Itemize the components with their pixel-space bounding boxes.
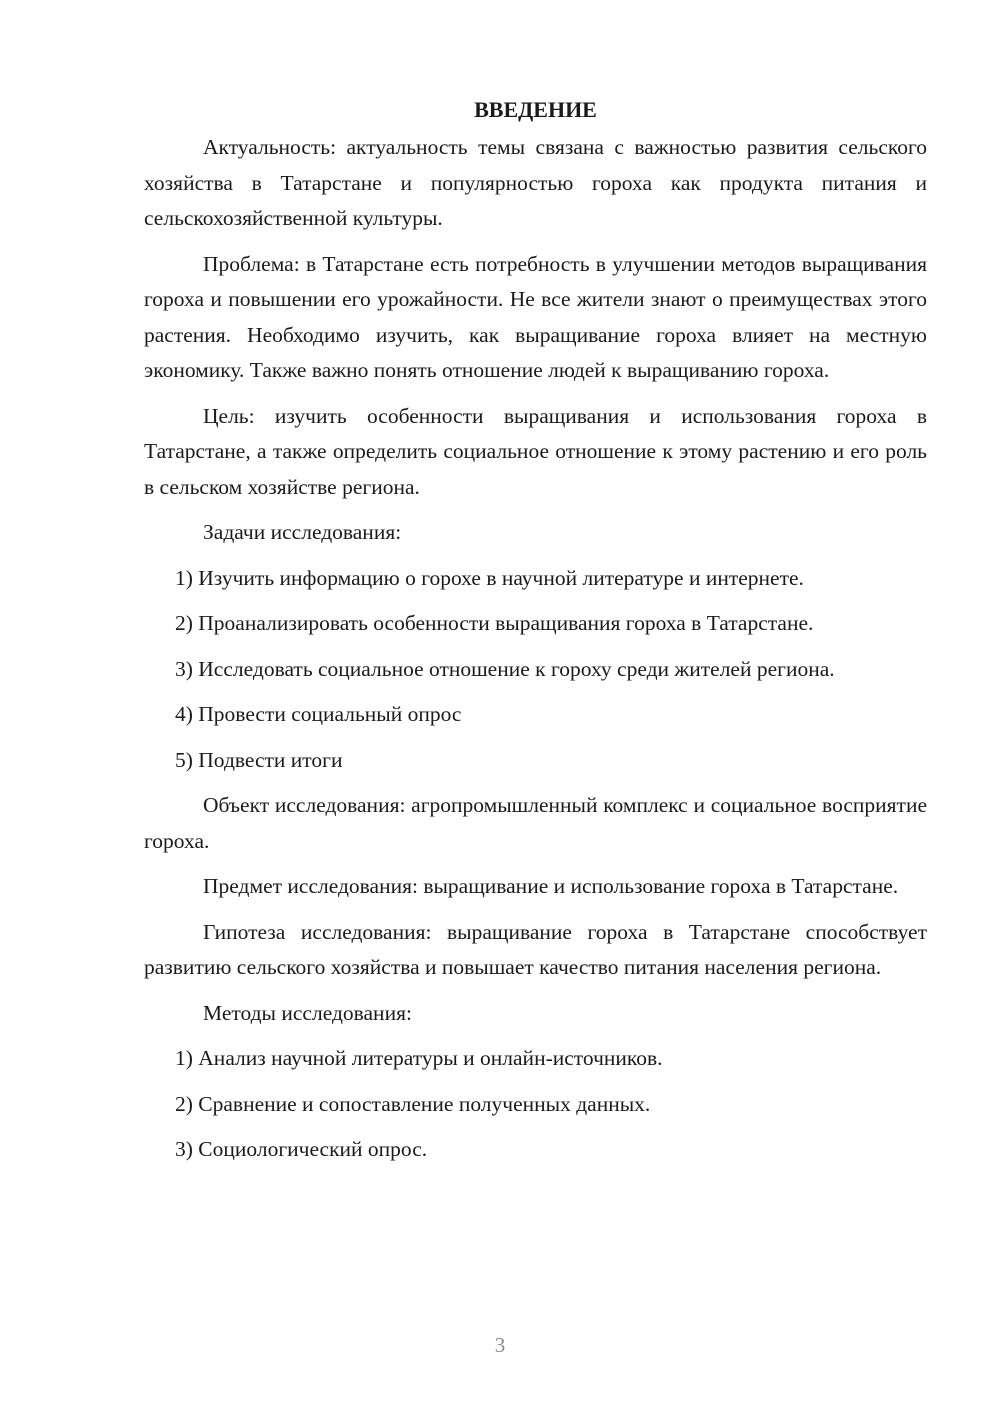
hypothesis-paragraph: Гипотеза исследования: выращивание гороха в Татарстане способствует развитию сельского хозяйства и повышает качество питания населения региона. [144,919,927,979]
method-item: 3) Социологический опрос. [175,1137,428,1161]
document-page [144,92,927,1178]
method-item: 1) Анализ научной литературы и онлайн-источников. [175,1046,663,1070]
task-item: 4) Провести социальный опрос [175,702,462,726]
task-item: 3) Исследовать социальное отношение к гороху среди жителей региона. [175,656,835,681]
page-number: 3 [494,1333,506,1357]
method-item: 2) Сравнение и сопоставление полученных данных. [175,1091,651,1116]
subject-paragraph: Предмет исследования: выращивание и использование гороха в Татарстане. [203,874,899,898]
methods-heading: Методы исследования: [203,1000,412,1025]
problem-paragraph: Проблема: в Татарстане есть потребность в улучшении методов выращивания гороха и повышении его урожайности. Не все жители знают о преимуществах этого растения. Необходимо изучить, как выращивание гороха влияет на местную экономику. Также важно понять отношение людей к выращиванию гороха. [144,251,927,382]
goal-paragraph: Цель: изучить особенности выращивания и использования гороха в Татарстане, а также определить социальное отношение к этому растению и его роль в сельском хозяйстве региона. [144,403,927,499]
tasks-heading: Задачи исследования: [203,520,402,544]
relevance-paragraph: Актуальность: актуальность темы связана с важностью развития сельского хозяйства в Татарстане и популярностью гороха как продукта питания и сельскохозяйственной культуры. [144,135,927,230]
task-item: 2) Проанализировать особенности выращивания гороха в Татарстане. [175,611,814,635]
page-title: ВВЕДЕНИЕ [474,97,597,122]
task-item: 5) Подвести итоги [175,747,343,772]
task-item: 1) Изучить информацию о горохе в научной литературе и интернете. [175,565,804,590]
object-paragraph: Объект исследования: агропромышленный комплекс и социальное восприятие гороха. [144,793,927,853]
